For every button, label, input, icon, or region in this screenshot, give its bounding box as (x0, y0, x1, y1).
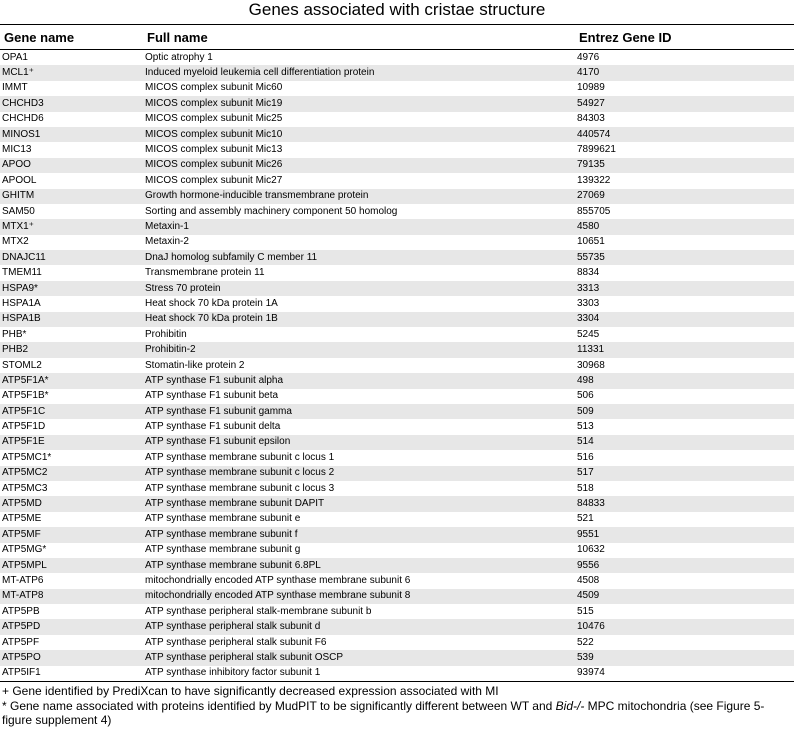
table-row (0, 96, 794, 111)
gene-name-cell: CHCHD6 (2, 113, 44, 125)
full-name-cell: MICOS complex subunit Mic26 (143, 158, 575, 173)
gene-name-cell: ATP5F1C (0, 404, 143, 419)
entrez-id-cell: 514 (575, 435, 794, 450)
table-row (0, 604, 794, 619)
full-name-cell: Heat shock 70 kDa protein 1B (143, 312, 575, 327)
entrez-id-cell: 9556 (575, 558, 794, 573)
full-name-cell: ATP synthase F1 subunit alpha (143, 373, 575, 388)
table-row (0, 127, 794, 142)
table-row (0, 481, 794, 496)
gene-name-cell: MIC13 (2, 144, 32, 156)
entrez-id-cell: 3303 (577, 297, 600, 309)
entrez-id-cell: 515 (577, 605, 594, 617)
table-row (0, 666, 794, 682)
full-name-cell: ATP synthase membrane subunit DAPIT (143, 496, 575, 511)
table-row (0, 327, 794, 342)
full-name-cell: ATP synthase F1 subunit epsilon (143, 435, 575, 450)
entrez-id-cell: 27069 (575, 189, 794, 204)
footnote-star (2, 699, 792, 728)
gene-name-cell: MCL1⁺ (0, 65, 143, 80)
table-row (0, 543, 794, 558)
gene-name-cell: ATP5PO (0, 650, 143, 665)
full-name-cell: MICOS complex subunit Mic60 (145, 82, 283, 94)
entrez-id-cell: 10651 (577, 236, 605, 248)
table-row (0, 112, 794, 127)
full-name-cell: ATP synthase membrane subunit c locus 2 (143, 466, 575, 481)
entrez-id-cell: 3304 (575, 312, 794, 327)
table-row (0, 358, 794, 373)
full-name-cell: MICOS complex subunit Mic13 (145, 144, 283, 156)
header-full-name: Full name (143, 25, 575, 50)
table-row (0, 435, 794, 450)
table-row (0, 265, 794, 280)
gene-name-cell: ATP5MC3 (2, 482, 48, 494)
table-row (0, 373, 794, 388)
full-name-cell: Induced myeloid leukemia cell differentiation protein (143, 65, 575, 80)
table-header-row (0, 25, 794, 50)
entrez-id-cell: 7899621 (577, 144, 616, 156)
full-name-cell: mitochondrially encoded ATP synthase membrane subunit 8 (143, 589, 575, 604)
entrez-id-cell: 9551 (575, 527, 794, 542)
full-name-cell: ATP synthase membrane subunit c locus 3 (145, 482, 335, 494)
gene-name-cell: APOOL (2, 174, 37, 186)
table-row (0, 450, 794, 465)
footnote-star-text: * Gene name associated with proteins identified by MudPIT to be significantly different between WT and (2, 698, 556, 713)
full-name-cell: Heat shock 70 kDa protein 1A (145, 297, 278, 309)
full-name-cell: Metaxin-2 (145, 236, 189, 248)
entrez-id-cell: 521 (577, 513, 594, 525)
entrez-id-cell: 55735 (575, 250, 794, 265)
full-name-cell: Growth hormone-inducible transmembrane protein (143, 189, 575, 204)
table-row (0, 589, 794, 604)
entrez-id-cell: 517 (575, 466, 794, 481)
entrez-id-cell: 11331 (575, 342, 794, 357)
table-row (0, 50, 794, 66)
entrez-id-cell: 54927 (575, 96, 794, 111)
full-name-cell: Prohibitin (145, 328, 187, 340)
table-row (0, 250, 794, 265)
table-row (0, 573, 794, 588)
table-row (0, 296, 794, 311)
full-name-cell: ATP synthase F1 subunit delta (145, 421, 281, 433)
full-name-cell: ATP synthase membrane subunit 6.8PL (143, 558, 575, 573)
entrez-id-cell: 498 (575, 373, 794, 388)
table-row (0, 558, 794, 573)
full-name-cell: ATP synthase peripheral stalk subunit OSCP (143, 650, 575, 665)
table-row (0, 81, 794, 96)
table-row (0, 619, 794, 634)
gene-name-cell: ATP5MD (0, 496, 143, 511)
entrez-id-cell: 4509 (575, 589, 794, 604)
gene-name-cell: OPA1 (2, 51, 28, 63)
header-entrez-id: Entrez Gene ID (575, 25, 794, 50)
gene-name-cell: ATP5MC1* (2, 451, 52, 463)
entrez-id-cell: 506 (577, 390, 594, 402)
gene-name-cell: APOO (0, 158, 143, 173)
entrez-id-cell: 4976 (577, 51, 600, 63)
gene-name-cell: MT-ATP8 (0, 589, 143, 604)
full-name-cell: ATP synthase F1 subunit gamma (143, 404, 575, 419)
footnote-plus: + Gene identified by PrediXcan to have significantly decreased expression associated with MI (2, 684, 499, 698)
entrez-id-cell: 522 (577, 636, 594, 648)
table-row (0, 342, 794, 357)
full-name-cell: mitochondrially encoded ATP synthase membrane subunit 6 (145, 574, 411, 586)
table-row (0, 312, 794, 327)
full-name-cell: ATP synthase peripheral stalk subunit F6 (145, 636, 327, 648)
full-name-cell: MICOS complex subunit Mic19 (143, 96, 575, 111)
table-row (0, 158, 794, 173)
gene-name-cell: ATP5MF (0, 527, 143, 542)
gene-name-cell: ATP5MPL (0, 558, 143, 573)
table-row (0, 173, 794, 188)
entrez-id-cell: 84833 (575, 496, 794, 511)
gene-name-cell: DNAJC11 (0, 250, 143, 265)
gene-name-cell: GHITM (0, 189, 143, 204)
entrez-id-cell: 10476 (575, 619, 794, 634)
entrez-id-cell: 539 (575, 650, 794, 665)
footnote-star-italic: Bid-/- (555, 698, 585, 713)
gene-name-cell: HSPA1A (2, 297, 41, 309)
entrez-id-cell: 93974 (575, 666, 794, 682)
full-name-cell: ATP synthase membrane subunit f (143, 527, 575, 542)
gene-name-cell: ATP5PB (2, 605, 40, 617)
table-row (0, 65, 794, 80)
full-name-cell: ATP synthase peripheral stalk-membrane subunit b (145, 605, 372, 617)
gene-name-cell: PHB* (2, 328, 27, 340)
full-name-cell: ATP synthase F1 subunit beta (145, 390, 279, 402)
table-row (0, 512, 794, 527)
entrez-id-cell: 855705 (577, 205, 611, 217)
full-name-cell: Optic atrophy 1 (145, 51, 213, 63)
table-row (0, 650, 794, 665)
footnotes (2, 684, 792, 728)
gene-name-cell: ATP5MC2 (0, 466, 143, 481)
table-row (0, 404, 794, 419)
entrez-id-cell: 513 (577, 421, 594, 433)
full-name-cell: MICOS complex subunit Mic10 (143, 127, 575, 142)
table-row (0, 219, 794, 234)
gene-name-cell: IMMT (2, 82, 28, 94)
entrez-id-cell: 516 (577, 451, 594, 463)
table-row (0, 466, 794, 481)
gene-name-cell: ATP5F1B* (2, 390, 49, 402)
entrez-id-cell: 4508 (577, 574, 600, 586)
gene-name-cell: PHB2 (0, 342, 143, 357)
gene-name-cell: ATP5F1A* (0, 373, 143, 388)
table-row (0, 496, 794, 511)
footnote-star-tail: MPC mitochondria (see Figure 5-figure supplement 4) (2, 698, 765, 727)
full-name-cell: ATP synthase peripheral stalk subunit d (143, 619, 575, 634)
full-name-cell: Stomatin-like protein 2 (145, 359, 245, 371)
entrez-id-cell: 8834 (577, 267, 600, 279)
gene-name-cell: HSPA1B (0, 312, 143, 327)
gene-name-cell: ATP5IF1 (0, 666, 143, 682)
genes-table (0, 24, 794, 682)
entrez-id-cell: 30968 (577, 359, 605, 371)
full-name-cell: Stress 70 protein (143, 281, 575, 296)
gene-name-cell: MT-ATP6 (2, 574, 44, 586)
gene-name-cell: ATP5F1D (2, 421, 46, 433)
gene-name-cell: ATP5PF (2, 636, 40, 648)
full-name-cell: MICOS complex subunit Mic27 (145, 174, 283, 186)
gene-name-cell: HSPA9* (0, 281, 143, 296)
gene-name-cell: TMEM11 (2, 267, 42, 279)
entrez-id-cell: 3313 (575, 281, 794, 296)
full-name-cell: ATP synthase membrane subunit c locus 1 (145, 451, 335, 463)
entrez-id-cell: 139322 (577, 174, 611, 186)
table-body (0, 50, 794, 682)
table-row (0, 189, 794, 204)
gene-name-cell: MTX1⁺ (0, 219, 143, 234)
entrez-id-cell: 509 (575, 404, 794, 419)
table-row (0, 281, 794, 296)
gene-name-cell: STOML2 (2, 359, 42, 371)
full-name-cell: DnaJ homolog subfamily C member 11 (143, 250, 575, 265)
table-row (0, 389, 794, 404)
gene-name-cell: ATP5F1E (0, 435, 143, 450)
entrez-id-cell: 84303 (577, 113, 605, 125)
gene-name-cell: SAM50 (2, 205, 35, 217)
full-name-cell: MICOS complex subunit Mic25 (145, 113, 283, 125)
table-row (0, 204, 794, 219)
full-name-cell: Sorting and assembly machinery component 50 homolog (145, 205, 398, 217)
entrez-id-cell: 440574 (575, 127, 794, 142)
full-name-cell: ATP synthase membrane subunit g (145, 544, 301, 556)
full-name-cell: Transmembrane protein 11 (145, 267, 265, 279)
full-name-cell: Metaxin-1 (143, 219, 575, 234)
table-row (0, 419, 794, 434)
gene-name-cell: ATP5PD (0, 619, 143, 634)
gene-name-cell: MINOS1 (0, 127, 143, 142)
gene-name-cell: ATP5MG* (2, 544, 47, 556)
gene-name-cell: MTX2 (2, 236, 29, 248)
entrez-id-cell: 4170 (575, 65, 794, 80)
table-row (0, 235, 794, 250)
entrez-id-cell: 10632 (577, 544, 605, 556)
table-row (0, 635, 794, 650)
gene-name-cell: ATP5ME (2, 513, 42, 525)
full-name-cell: ATP synthase membrane subunit e (145, 513, 301, 525)
table-row (0, 142, 794, 157)
full-name-cell: Prohibitin-2 (143, 342, 575, 357)
header-gene-name: Gene name (0, 25, 143, 50)
entrez-id-cell: 79135 (575, 158, 794, 173)
table-title: Genes associated with cristae structure (248, 0, 546, 19)
table-row (0, 527, 794, 542)
entrez-id-cell: 10989 (577, 82, 605, 94)
full-name-cell: ATP synthase inhibitory factor subunit 1 (143, 666, 575, 682)
entrez-id-cell: 4580 (575, 219, 794, 234)
entrez-id-cell: 518 (577, 482, 594, 494)
entrez-id-cell: 5245 (577, 328, 600, 340)
gene-name-cell: CHCHD3 (0, 96, 143, 111)
